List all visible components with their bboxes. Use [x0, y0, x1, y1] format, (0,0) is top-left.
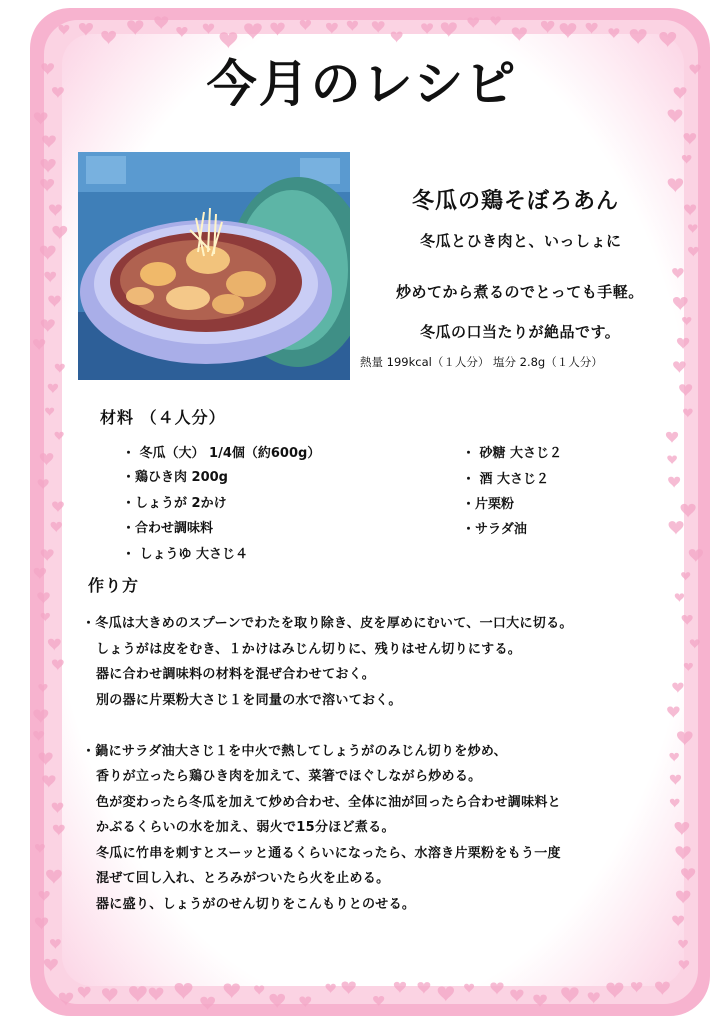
ingredient-item: ・サラダ油: [462, 522, 527, 537]
method-step-line: しょうがは皮をむき、１かけはみじん切りに、残りはせん切りにする。: [96, 642, 522, 657]
ingredient-item: ・しょうが 2かけ: [122, 496, 227, 511]
method-step-line: ・冬瓜は大きめのスプーンでわたを取り除き、皮を厚めにむいて、一口大に切る。: [82, 616, 573, 631]
description-line-2: 炒めてから煮るのでとっても手軽。: [396, 283, 644, 301]
method-heading: 作り方: [88, 576, 140, 595]
dish-name: 冬瓜の鶏そぼろあん: [412, 189, 620, 214]
method-step-line: 香りが立ったら鶏ひき肉を加えて、菜箸でほぐしながら炒める。: [96, 769, 482, 784]
ingredients-heading: 材料 （４人分）: [100, 408, 226, 427]
method-step-line: 器に盛り、しょうがのせん切りをこんもりとのせる。: [96, 897, 416, 912]
ingredient-item: ・ しょうゆ 大さじ４: [122, 547, 249, 562]
method-step-line: 色が変わったら冬瓜を加えて炒め合わせ、全体に油が回ったら合わせ調味料と: [96, 795, 561, 810]
nutrition-info: 熱量 199kcal（１人分） 塩分 2.8g（１人分）: [360, 355, 603, 369]
dish-photo: [78, 152, 350, 380]
page-title: 今月のレシピ: [206, 55, 518, 113]
ingredient-item: ・片栗粉: [462, 497, 515, 512]
ingredient-item: ・鶏ひき肉 200g: [122, 470, 228, 485]
method-step-line: 冬瓜に竹串を刺すとスーッと通るくらいになったら、水溶き片栗粉をもう一度: [96, 846, 561, 861]
description-line-1: 冬瓜とひき肉と、いっしょに: [420, 232, 622, 250]
ingredient-item: ・ 酒 大さじ２: [462, 472, 550, 487]
method-step-line: 混ぜて回し入れ、とろみがついたら火を止める。: [96, 871, 390, 886]
method-step-line: ・鍋にサラダ油大さじ１を中火で熱してしょうがのみじん切りを炒め、: [82, 744, 507, 759]
ingredient-item: ・ 砂糖 大さじ２: [462, 446, 563, 461]
description-line-3: 冬瓜の口当たりが絶品です。: [420, 323, 621, 341]
method-step-line: 器に合わせ調味料の材料を混ぜ合わせておく。: [96, 667, 376, 682]
method-step-line: 別の器に片栗粉大さじ１を同量の水で溶いておく。: [96, 693, 402, 708]
ingredient-item: ・合わせ調味料: [122, 521, 214, 536]
method-step-line: かぶるくらいの水を加え、弱火で15分ほど煮る。: [96, 820, 395, 835]
ingredient-item: ・ 冬瓜（大） 1/4個（約600g）: [122, 446, 321, 461]
